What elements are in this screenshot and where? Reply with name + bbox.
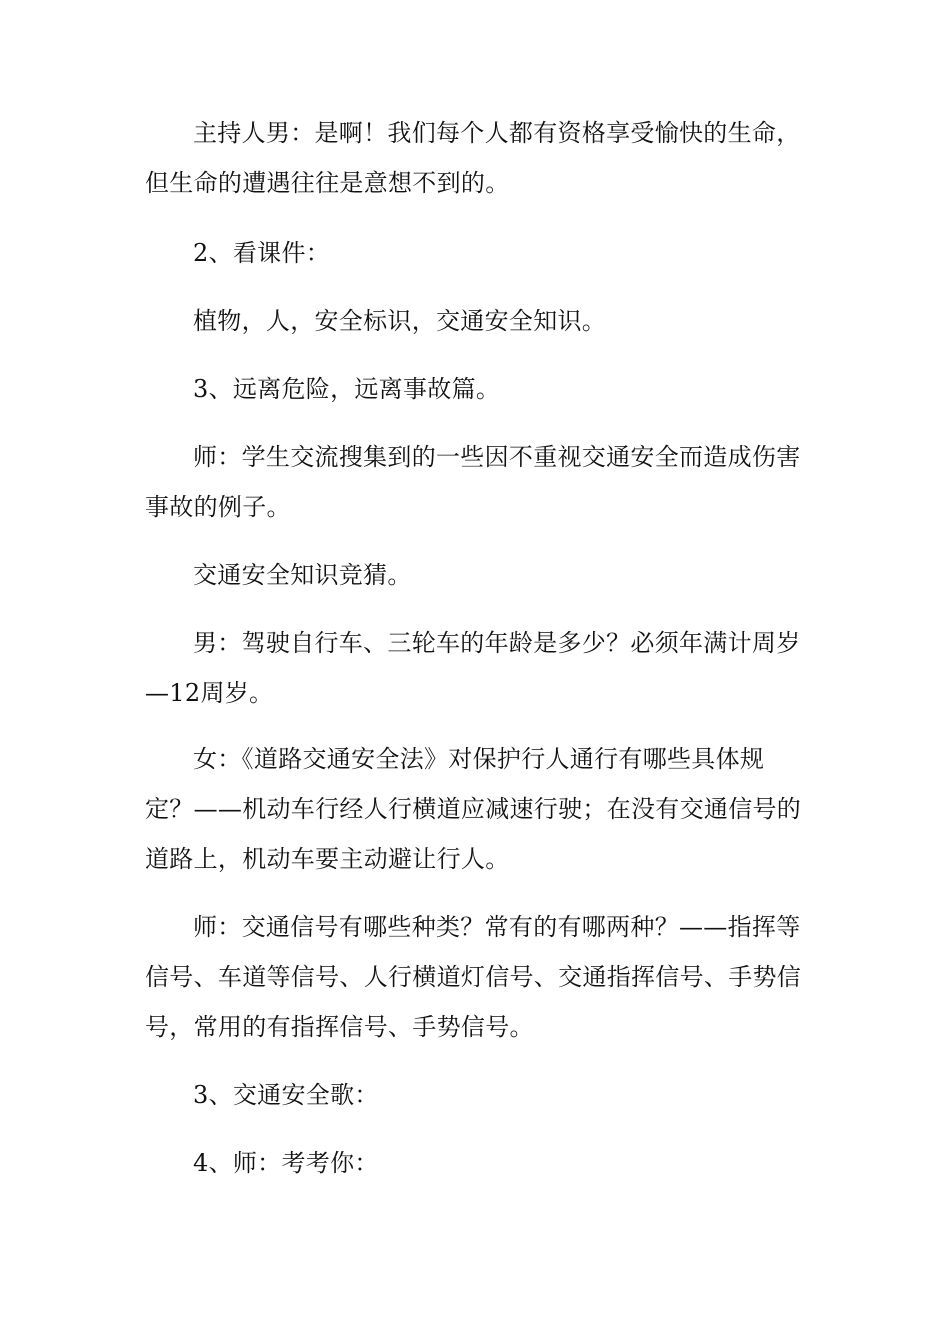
paragraph-safety-song: 3、交通安全歌： xyxy=(193,1081,379,1109)
paragraph-courseware-items: 植物，人，安全标识，交通安全知识。 xyxy=(193,307,607,335)
paragraph-stay-away-danger: 3、远离危险，远离事故篇。 xyxy=(193,375,501,403)
paragraph-host-male: 主持人男：是啊！我们每个人都有资格享受愉快的生命，但生命的遭遇往往是意想不到的。 xyxy=(145,119,801,197)
paragraph-teacher-examples: 师：学生交流搜集到的一些因不重视交通安全而造成伤害事故的例子。 xyxy=(145,443,801,521)
paragraph-quiz-title: 交通安全知识竞猜。 xyxy=(193,561,412,589)
paragraph-male-question: 男：驾驶自行车、三轮车的年龄是多少？必须年满计周岁—12周岁。 xyxy=(145,629,801,707)
paragraph-teacher-signals: 师：交通信号有哪些种类？常有的有哪两种？——指挥等信号、车道等信号、人行横道灯信号、交通指挥信号、手势信号，常用的有指挥信号、手势信号。 xyxy=(145,913,802,1041)
paragraph-teacher-test: 4、师：考考你： xyxy=(193,1149,379,1177)
paragraph-watch-courseware: 2、看课件： xyxy=(193,239,331,267)
paragraph-female-question: 女：《道路交通安全法》对保护行人通行有哪些具体规定？——机动车行经人行横道应减速行驶；在没有交通信号的道路上，机动车要主动避让行人。 xyxy=(145,745,802,873)
